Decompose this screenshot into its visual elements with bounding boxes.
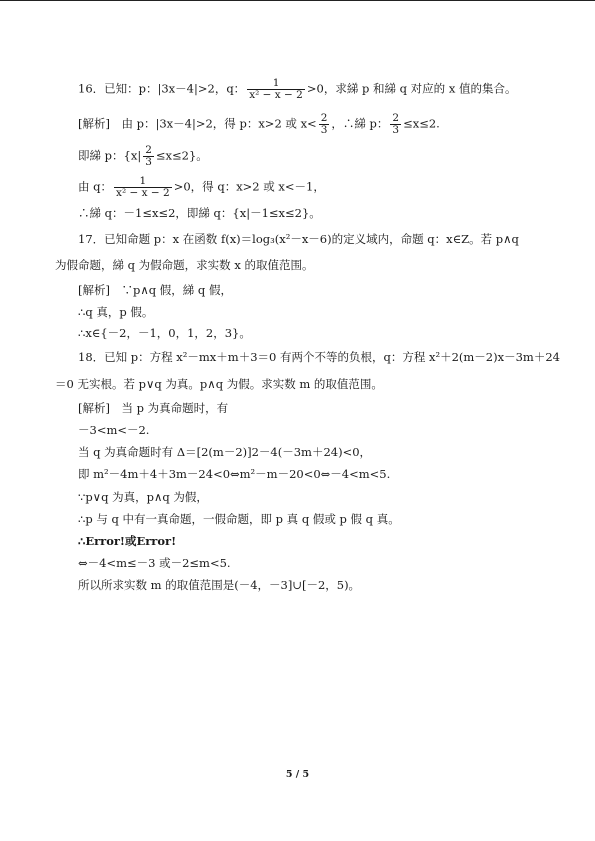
solution-18-line-4: 即 m²－4m＋4＋3m－24<0⇔m²－m－20<0⇔－4<m<5. <box>78 467 391 481</box>
solution-16-line-3-text-a: 由 q： <box>78 179 113 194</box>
fraction-denominator: 3 <box>320 124 328 136</box>
solution-18-line-2: －3<m<－2. <box>78 423 150 437</box>
fraction-denominator: 3 <box>392 124 400 136</box>
solution-16-line-1 <box>78 113 440 136</box>
solution-18-line-3: 当 q 为真命题时有 Δ＝[2(m－2)]2－4(－3m＋24)<0， <box>78 445 372 459</box>
problem-18-line-1: 18．已知 p：方程 x²－mx＋m＋3＝0 有两个不等的负根，q：方程 x²＋2(m－2)x－3m＋24 <box>78 350 560 364</box>
solution-16-line-3-text-b: >0，得 q：x>2 或 x<－1， <box>173 179 325 194</box>
solution-16-fraction-2 <box>390 113 401 136</box>
solution-18-line-8: ⇔－4<m≤－3 或－2≤m<5. <box>78 556 231 570</box>
solution-16-line-4: ∴綈 q：－1≤x≤2，即綈 q：{x|－1≤x≤2}。 <box>78 206 321 220</box>
solution-17-line-3: ∴x∈{－2，－1，0，1，2，3}。 <box>78 326 251 340</box>
problem-17-line-2: 为假命题，綈 q 为假命题，求实数 x 的取值范围。 <box>55 258 314 272</box>
solution-18-line-5: ∵p∨q 为真，p∧q 为假， <box>78 490 208 504</box>
solution-16-text-a: [解析] 由 p：|3x－4|>2，得 p：x>2 或 x< <box>78 116 317 131</box>
fraction-numerator: 1 <box>247 78 305 90</box>
problem-16-text-b: >0，求綈 p 和綈 q 对应的 x 值的集合。 <box>306 81 517 96</box>
solution-16-fraction-1 <box>319 113 330 136</box>
solution-17-line-1: [解析] ∵p∧q 假，綈 q 假， <box>78 283 232 297</box>
page-number: 5 / 5 <box>285 769 310 780</box>
solution-17-line-2: ∴q 真，p 假。 <box>78 305 154 319</box>
fraction-denominator: x² − x − 2 <box>249 89 303 101</box>
problem-16-text-a: 16．已知：p：|3x－4|>2，q： <box>78 81 246 96</box>
solution-16-line-2-text-a: 即綈 p：{x| <box>78 148 142 163</box>
solution-18-line-6: ∴p 与 q 中有一真命题，一假命题，即 p 真 q 假或 p 假 q 真。 <box>78 512 400 526</box>
problem-18-line-2: ＝0 无实根。若 p∨q 为真。p∧q 为假。求实数 m 的取值范围。 <box>55 377 383 391</box>
fraction-numerator: 2 <box>392 112 400 124</box>
solution-18-line-7: ∴Error!或Error! <box>78 534 177 548</box>
fraction-numerator: 2 <box>320 112 328 124</box>
problem-16-fraction <box>247 78 305 101</box>
solution-16-text-c: ≤x≤2. <box>403 116 440 131</box>
solution-16-line-2-text-b: ≤x≤2}。 <box>155 148 208 163</box>
solution-18-line-1: [解析] 当 p 为真命题时，有 <box>78 401 229 415</box>
solution-16-line-2-fraction <box>143 145 154 168</box>
fraction-numerator: 2 <box>145 144 152 156</box>
problem-16-statement <box>78 78 516 101</box>
fraction-denominator: x² − x − 2 <box>116 187 170 199</box>
solution-16-line-2 <box>78 145 208 168</box>
solution-16-line-3 <box>78 176 325 199</box>
solution-16-line-3-fraction <box>114 176 172 199</box>
fraction-numerator: 1 <box>114 176 172 188</box>
solution-16-text-b: ，∴綈 p： <box>331 116 389 131</box>
top-border-line <box>0 0 595 1</box>
solution-18-line-9: 所以所求实数 m 的取值范围是(－4，－3]∪[－2，5)。 <box>78 578 361 592</box>
problem-17-line-1: 17．已知命题 p：x 在函数 f(x)＝log₃(x²－x－6)的定义域内，命题 q：x∈Z。若 p∧q <box>78 232 519 246</box>
fraction-denominator: 3 <box>145 156 152 168</box>
